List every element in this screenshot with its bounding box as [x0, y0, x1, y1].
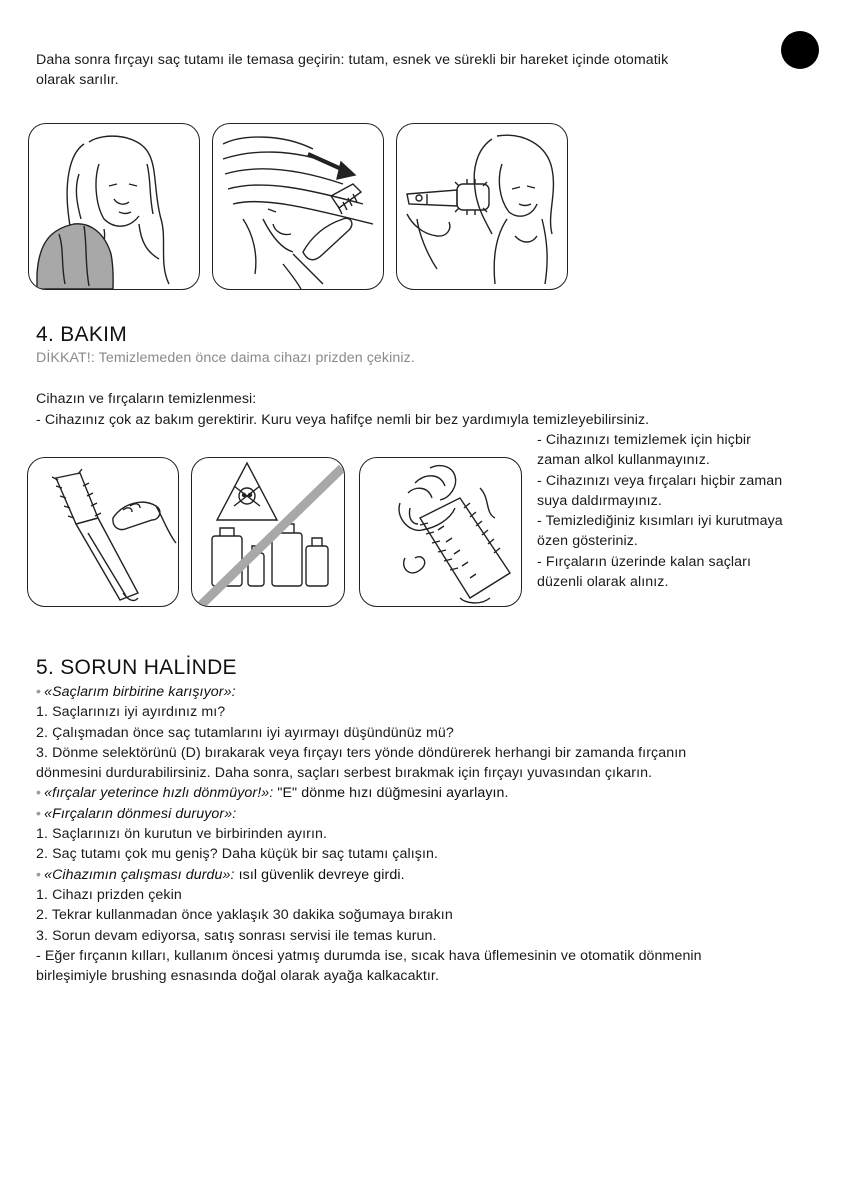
cleaning-tip-line: zaman alkol kullanmayınız. — [537, 452, 710, 469]
wiping-brush-illustration — [27, 457, 179, 607]
cleaning-tip-line: düzenli olarak alınız. — [537, 574, 669, 591]
intro-line-2: olarak sarılır. — [36, 72, 119, 89]
cleaning-tips-list — [537, 430, 837, 592]
cleaning-tip-line: özen gösteriniz. — [537, 533, 638, 550]
issue-step: 2. Tekrar kullanmadan önce yaklaşık 30 dakika soğumaya bırakın — [36, 907, 453, 924]
section-4-warning: DİKKAT!: Temizlemeden önce daima cihazı prizden çekiniz. — [36, 350, 415, 366]
issue-step: 1. Saçlarınızı iyi ayırdınız mı? — [36, 704, 226, 721]
issue-step: 1. Saçlarınızı ön kurutun ve birbirinden ayırın. — [36, 826, 328, 843]
issue-answer: ısıl güvenlik devreye girdi. — [234, 866, 405, 883]
issue-title: «Saçlarım birbirine karışıyor»: — [44, 684, 236, 700]
issue-step: - Eğer fırçanın kılları, kullanım öncesi yatmış durumda ise, sıcak hava üflemesinin ve otomatik dönmenin — [36, 947, 702, 964]
page-marker-dot — [781, 31, 819, 69]
section-4-intro: - Cihazınız çok az bakım gerektirir. Kuru veya hafifçe nemli bir bez yardımıyla temizleyebilirsiniz. — [36, 412, 650, 428]
issue-step: 3. Dönme selektörünü (D) bırakarak veya fırçayı ters yönde döndürerek herhangi bir zamanda fırçanın — [36, 744, 687, 761]
no-alcohol-illustration — [191, 457, 345, 607]
section-5-title: 5. SORUN HALİNDE — [36, 656, 237, 679]
issue-title: «Cihazımın çalışması durdu»: — [44, 866, 235, 883]
issue-step: birleşimiyle brushing esnasında doğal olarak ayağa kalkacaktır. — [36, 968, 439, 985]
issue-slow-rotation — [36, 783, 826, 803]
cleaning-tip-line: - Fırçaların üzerinde kalan saçları — [537, 553, 752, 570]
issue-step: 2. Çalışmadan önce saç tutamlarını iyi ayırmayı düşündünüz mü? — [36, 724, 454, 741]
bullet-dot: • — [36, 684, 42, 700]
issue-title: «fırçalar yeterince hızlı dönmüyor!»: — [44, 785, 274, 802]
issue-rotation-stops — [36, 804, 826, 824]
issue-title: «Fırçaların dönmesi duruyor»: — [44, 805, 237, 822]
cleaning-tip-line: suya daldırmayınız. — [537, 492, 662, 509]
issue-answer: "E" dönme hızı düğmesini ayarlayın. — [273, 785, 509, 802]
bullet-dot: • — [36, 866, 42, 883]
combing-hair-illustration — [212, 123, 384, 290]
cleaning-tip-line: - Temizlediğiniz kısımları iyi kurutmaya — [537, 513, 783, 530]
woman-with-towel-illustration — [28, 123, 200, 290]
issue-step: 3. Sorun devam ediyorsa, satış sonrası servisi ile temas kurun. — [36, 927, 437, 944]
cleaning-tip-line: - Cihazınızı veya fırçaları hiçbir zaman — [537, 472, 783, 489]
section-4-subtitle: Cihazın ve fırçaların temizlenmesi: — [36, 391, 257, 407]
section-4-title: 4. BAKIM — [36, 323, 128, 346]
brush-curling-illustration — [396, 123, 568, 290]
issue-step: 1. Cihazı prizden çekin — [36, 886, 182, 903]
bullet-dot: • — [36, 785, 42, 802]
cleaning-tip-line: - Cihazınızı temizlemek için hiçbir — [537, 432, 752, 448]
issue-device-stopped — [36, 865, 826, 885]
troubleshooting-list — [36, 682, 826, 986]
intro-paragraph — [36, 50, 786, 91]
issue-step: dönmesini durdurabilirsiniz. Daha sonra, saçları serbest bırakmak için fırçayı yuvasından çıkarın. — [36, 765, 653, 782]
intro-line-1: Daha sonra fırçayı saç tutamı ile temasa geçirin: tutam, esnek ve sürekli bir hareket içinde otomatik — [36, 52, 669, 68]
bullet-dot: • — [36, 805, 42, 822]
issue-step: 2. Saç tutamı çok mu geniş? Daha küçük bir saç tutamı çalışın. — [36, 846, 439, 863]
remove-hair-illustration — [359, 457, 522, 607]
issue-tangled-hair — [36, 682, 826, 702]
